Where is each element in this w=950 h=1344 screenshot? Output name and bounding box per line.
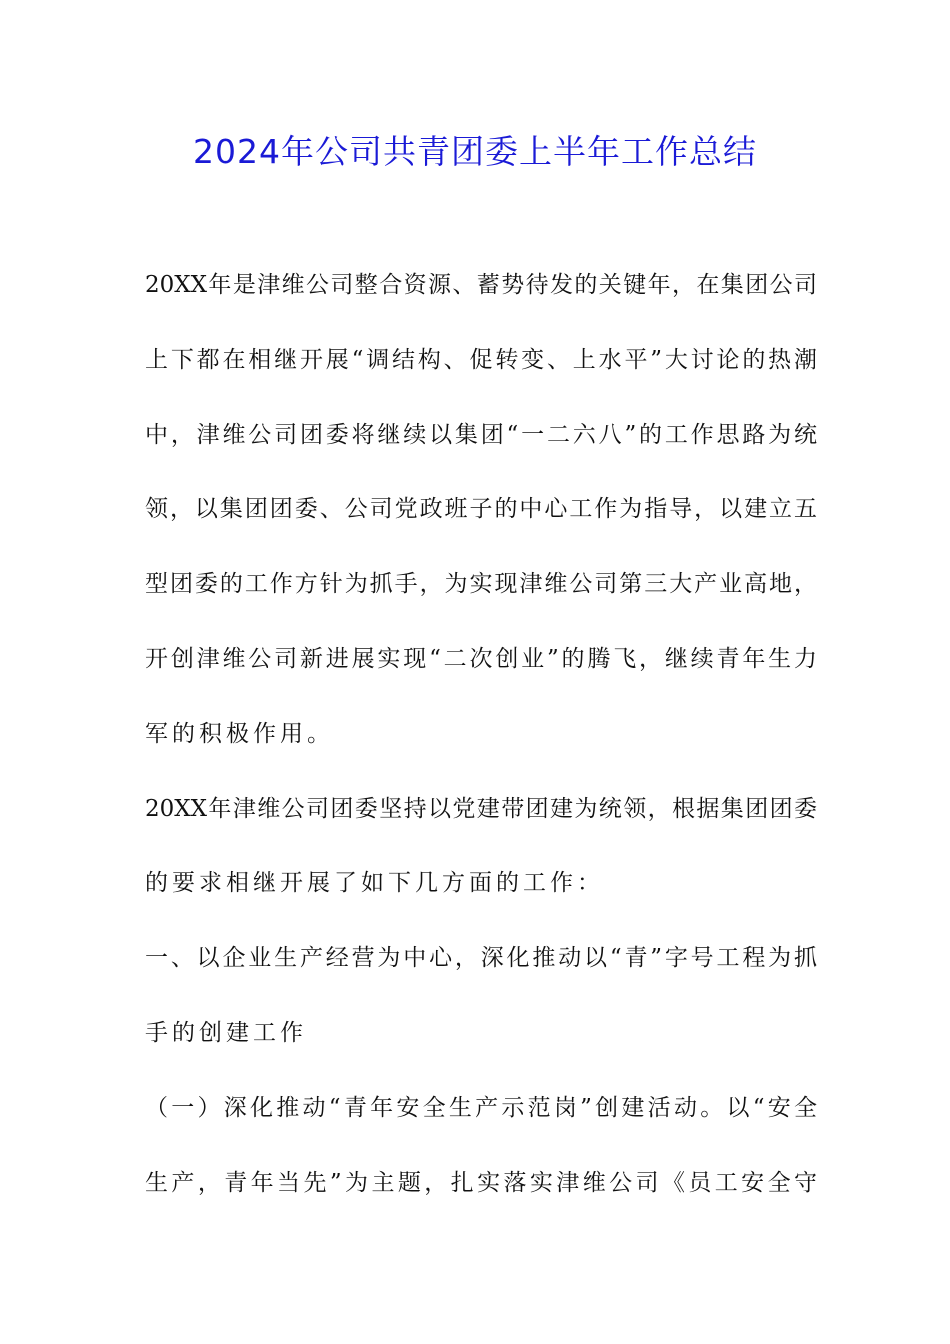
paragraph-line: 军的积极作用。 bbox=[145, 721, 334, 747]
paragraph-line: 领，以集团团委、公司党政班子的中心工作为指导，以建立五 bbox=[145, 496, 817, 522]
paragraph-line: 20XX年是津维公司整合资源、蓄势待发的关键年，在集团公司 bbox=[145, 272, 817, 298]
paragraph-line: 20XX年津维公司团委坚持以党建带团建为统领，根据集团团委 bbox=[145, 796, 817, 822]
document-title: 2024年公司共青团委上半年工作总结 bbox=[193, 132, 757, 171]
paragraph-line: 生产，青年当先”为主题，扎实落实津维公司《员工安全守 bbox=[145, 1170, 817, 1196]
paragraph-line: （一）深化推动“青年安全生产示范岗”创建活动。以“安全 bbox=[145, 1095, 817, 1121]
paragraph-line: 开创津维公司新进展实现“二次创业”的腾飞，继续青年生力 bbox=[145, 646, 817, 672]
paragraph-line: 的要求相继开展了如下几方面的工作： bbox=[145, 870, 604, 896]
section-heading-line: 一、以企业生产经营为中心，深化推动以“青”字号工程为抓 bbox=[145, 945, 817, 971]
paragraph-line: 中，津维公司团委将继续以集团“一二六八”的工作思路为统 bbox=[145, 422, 817, 448]
section-heading-line: 手的创建工作 bbox=[145, 1020, 307, 1046]
paragraph-line: 上下都在相继开展“调结构、促转变、上水平”大讨论的热潮 bbox=[145, 347, 817, 373]
paragraph-line: 型团委的工作方针为抓手，为实现津维公司第三大产业高地， bbox=[145, 571, 817, 597]
